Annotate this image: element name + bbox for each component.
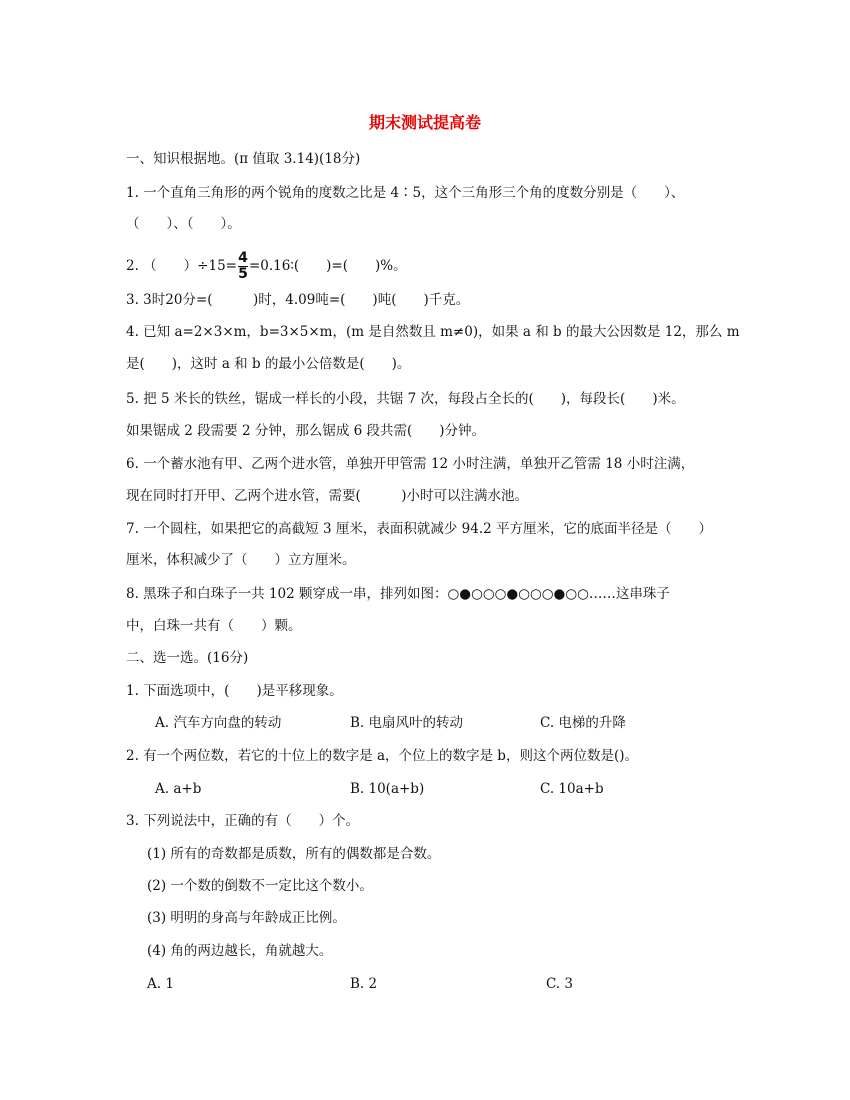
question-3: 3. 3时20分=( )时，4.09吨=( )吨( )千克。 (126, 292, 470, 308)
choice-question-1: 1. 下面选项中，( )是平移现象。 (126, 683, 343, 699)
question-1-line-1: 1. 一个直角三角形的两个锐角的度数之比是 4∶5，这个三角形三个角的度数分别是（ ）、 (126, 185, 685, 201)
option-b: B. 10(a+b) (350, 781, 425, 797)
question-6-line-2: 现在同时打开甲、乙两个进水管，需要( )小时可以注满水池。 (126, 488, 529, 504)
question-2-before: 2. （ ）÷15= (126, 258, 237, 274)
question-2-after: =0.16∶( )=( )%。 (248, 258, 407, 274)
question-4-line-1: 4. 已知 a=2×3×m，b=3×5×m，(m 是自然数且 m≠0)，如果 a 和 b 的最大公因数是 12，那么 m (126, 324, 740, 340)
statement-3: (3) 明明的身高与年龄成正比例。 (147, 910, 346, 926)
fraction-denominator: 5 (238, 266, 248, 282)
question-8-line-2: 中，白珠一共有（ ）颗。 (126, 618, 302, 634)
option-b: B. 2 (350, 976, 378, 992)
choice-question-3: 3. 下列说法中，正确的有（ ）个。 (126, 813, 360, 829)
section-heading: 一、知识根据地。(π 值取 3.14)(18分) (126, 151, 361, 167)
choice-question-2: 2. 有一个两位数，若它的十位上的数字是 a，个位上的数字是 b，则这个两位数是()。 (126, 748, 638, 764)
section-heading: 二、选一选。(16分) (126, 650, 249, 666)
page-title: 期末测试提高卷 (368, 113, 481, 132)
question-4-line-2: 是( )，这时 a 和 b 的最小公倍数是( )。 (126, 356, 411, 372)
statement-2: (2) 一个数的倒数不一定比这个数小。 (147, 878, 373, 894)
option-c: C. 电梯的升降 (540, 715, 626, 731)
option-c: C. 3 (546, 976, 574, 992)
option-b: B. 电扇风叶的转动 (350, 715, 464, 731)
question-1-line-2: （ ）、（ ）。 (126, 216, 241, 232)
question-8-line-1: 8. 黑珠子和白珠子一共 102 颗穿成一串，排列如图：○●○○○●○○○●○○……这串珠子 (126, 586, 670, 602)
statement-4: (4) 角的两边越长，角就越大。 (147, 943, 333, 959)
option-c: C. 10a+b (540, 781, 604, 797)
question-7-line-2: 厘米，体积减少了（ ）立方厘米。 (126, 552, 356, 568)
question-7-line-1: 7. 一个圆柱，如果把它的高截短 3 厘米，表面积就减少 94.2 平方厘米，它的底面半径是（ ） (126, 521, 712, 537)
option-a: A. a+b (155, 781, 202, 797)
fraction-numerator: 4 (238, 250, 248, 266)
question-2 (126, 252, 736, 281)
option-a: A. 汽车方向盘的转动 (155, 715, 282, 731)
fraction (238, 252, 248, 281)
question-6-line-1: 6. 一个蓄水池有甲、乙两个进水管，单独开甲管需 12 小时注满，单独开乙管需 18 小时注满， (126, 456, 695, 472)
option-a: A. 1 (147, 976, 174, 992)
question-5-line-2: 如果锯成 2 段需要 2 分钟，那么锯成 6 段共需( )分钟。 (126, 423, 486, 439)
statement-1: (1) 所有的奇数都是质数，所有的偶数都是合数。 (147, 846, 441, 862)
question-5-line-1: 5. 把 5 米长的铁丝，锯成一样长的小段，共锯 7 次，每段占全长的( )，每段长( )米。 (126, 391, 685, 407)
